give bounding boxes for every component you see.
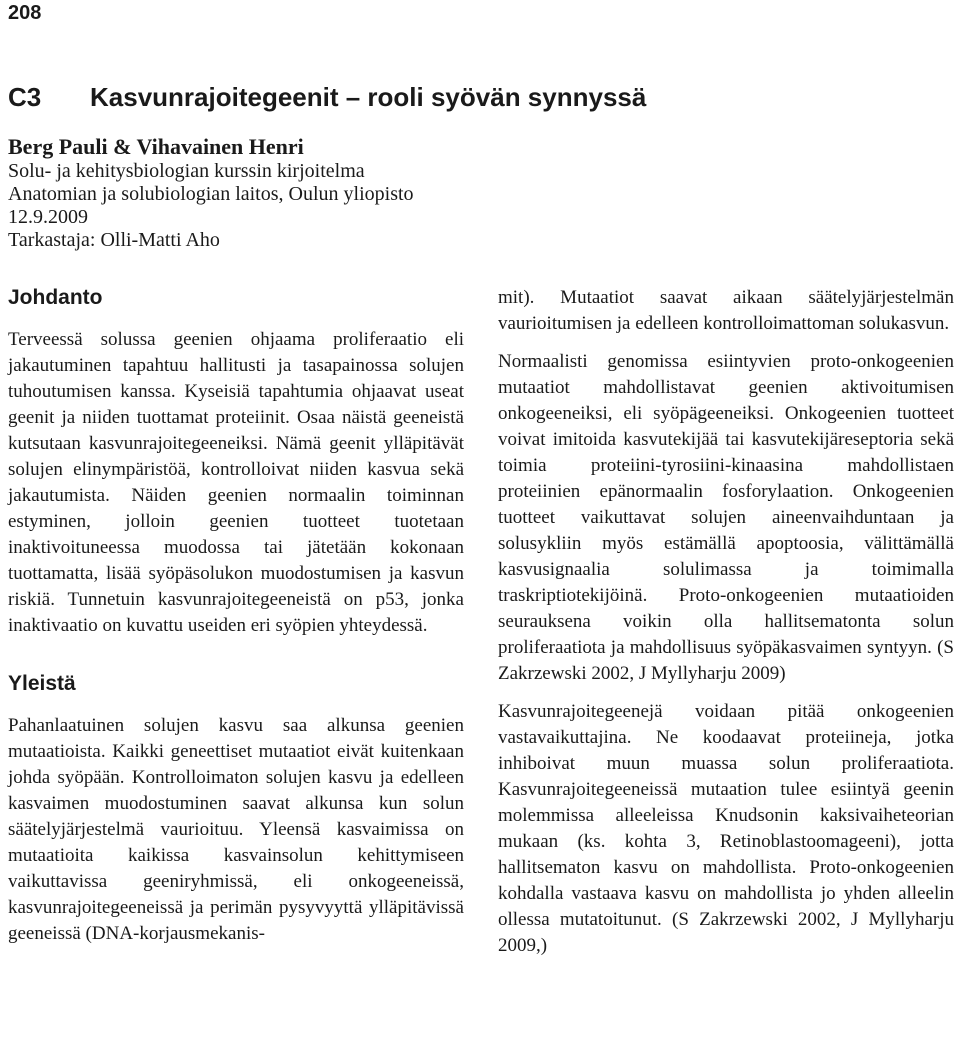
tumor-suppressor-paragraph: Kasvunrajoitegeenejä voidaan pitää onkogeenien vastavaikuttajina. Ne koodaavat proteiineja, jotka inhiboivat muun muassa solun proliferaatiota. Kasvunrajoitegeeneissä mutaation tulee esiintyä geenin molemmissa alleeleissa Knudsonin kaksivaiheteorian mukaan (ks. kohta 3, Retinoblastoomageeni), jotta hallitsematon kasvu on mahdollista. Proto-onkogeenien kohdalla vastaava kasvu on mahdollista jo yhden alleelin ollessa mutatoitunut. (S Zakrzewski 2002, J Myllyharju 2009,) xyxy=(498,701,954,956)
chapter-title-text: Kasvunrajoitegeenit – rooli syövän synnyssä xyxy=(90,82,647,112)
general-paragraph: Pahanlaatuinen solujen kasvu saa alkunsa geenien mutaatioista. Kaikki geneettiset mutaatiot eivät kuitenkaan johda syöpään. Kontrolloimaton solujen kasvu ja edelleen kasvaimen muodostuminen saavat alkunsa kun solun säätelyjärjestelmä vaurioituu. Yleensä kasvaimissa on mutaatioita kaikissa kasvainsolun kehittymiseen vaikuttavissa geeniryhmissä, eli onkogeeneissä, kasvunrajoitegeeneissä ja perimän pysyvyyttä ylläpitävissä geeneissä (DNA-korjausmekanis- xyxy=(8,715,464,944)
page-number: 208 xyxy=(8,2,42,24)
intro-paragraph: Terveessä solussa geenien ohjaama proliferaatio eli jakautuminen tapahtuu hallitusti ja tasapainossa solujen tuhoutumisen kanssa. Kyseisiä tapahtumia ohjaavat useat geenit ja niiden tuottamat proteiinit. Osaa näistä geeneistä kutsutaan kasvunrajoitegeeneiksi. Nämä geenit ylläpitävät solujen elinympäristöä, kontrolloivat niiden kasvua sekä jakautumista. Näiden geenien normaalin toiminnan estyminen, jolloin geenien tuotteet tuotetaan inaktivoituneessa muodossa tai jätetään kokonaan tuottamatta, lisää syöpäsolukon muodostumisen ja kasvun riskiä. Tunnetuin kasvunrajoitegeeneistä on p53, jonka inaktivaatio on kuvattu useiden eri syöpien yhteydessä. xyxy=(8,329,464,636)
right-column xyxy=(498,285,954,959)
chapter-title xyxy=(8,82,646,113)
chapter-code: C3 xyxy=(8,82,42,112)
reviewer-line: Tarkastaja: Olli-Matti Aho xyxy=(8,229,220,251)
general-heading: Yleistä xyxy=(8,672,76,695)
date-line: 12.9.2009 xyxy=(8,206,88,228)
mutation-continuation-paragraph: mit). Mutaatiot saavat aikaan säätelyjärjestelmän vaurioitumisen ja edelleen kontrolloimattoman solukasvun. xyxy=(498,287,954,334)
intro-heading: Johdanto xyxy=(8,286,103,309)
department-line: Anatomian ja solubiologian laitos, Oulun yliopisto xyxy=(8,183,414,205)
course-line: Solu- ja kehitysbiologian kurssin kirjoitelma xyxy=(8,160,365,182)
authors: Berg Pauli & Vihavainen Henri xyxy=(8,134,304,159)
left-column xyxy=(8,285,464,947)
article-meta xyxy=(8,135,414,252)
oncogene-paragraph: Normaalisti genomissa esiintyvien proto-onkogeenien mutaatiot mahdollistavat geenien aktivoitumisen onkogeeneiksi, eli syöpägeeneiksi. Onkogeenien tuotteet voivat imitoida kasvutekijää tai kasvutekijäreseptoria sekä toimia proteiini-tyrosiini-kinaasina mahdollistaen proteiinien epänormaalin fosforylaation. Onkogeenien tuotteet vaikuttavat solujen aineenvaihduntaan ja solusykliin myös estämällä apoptoosia, välittämällä kasvusignaalia solulimassa ja toimimalla traskriptiotekijöinä. Proto-onkogeenien mutaatioiden seurauksena voikin olla hallitsematonta solun proliferaatiota ja mahdollisuus syöpäkasvaimen syntyyn. (S Zakrzewski 2002, J Myllyharju 2009) xyxy=(498,351,954,684)
